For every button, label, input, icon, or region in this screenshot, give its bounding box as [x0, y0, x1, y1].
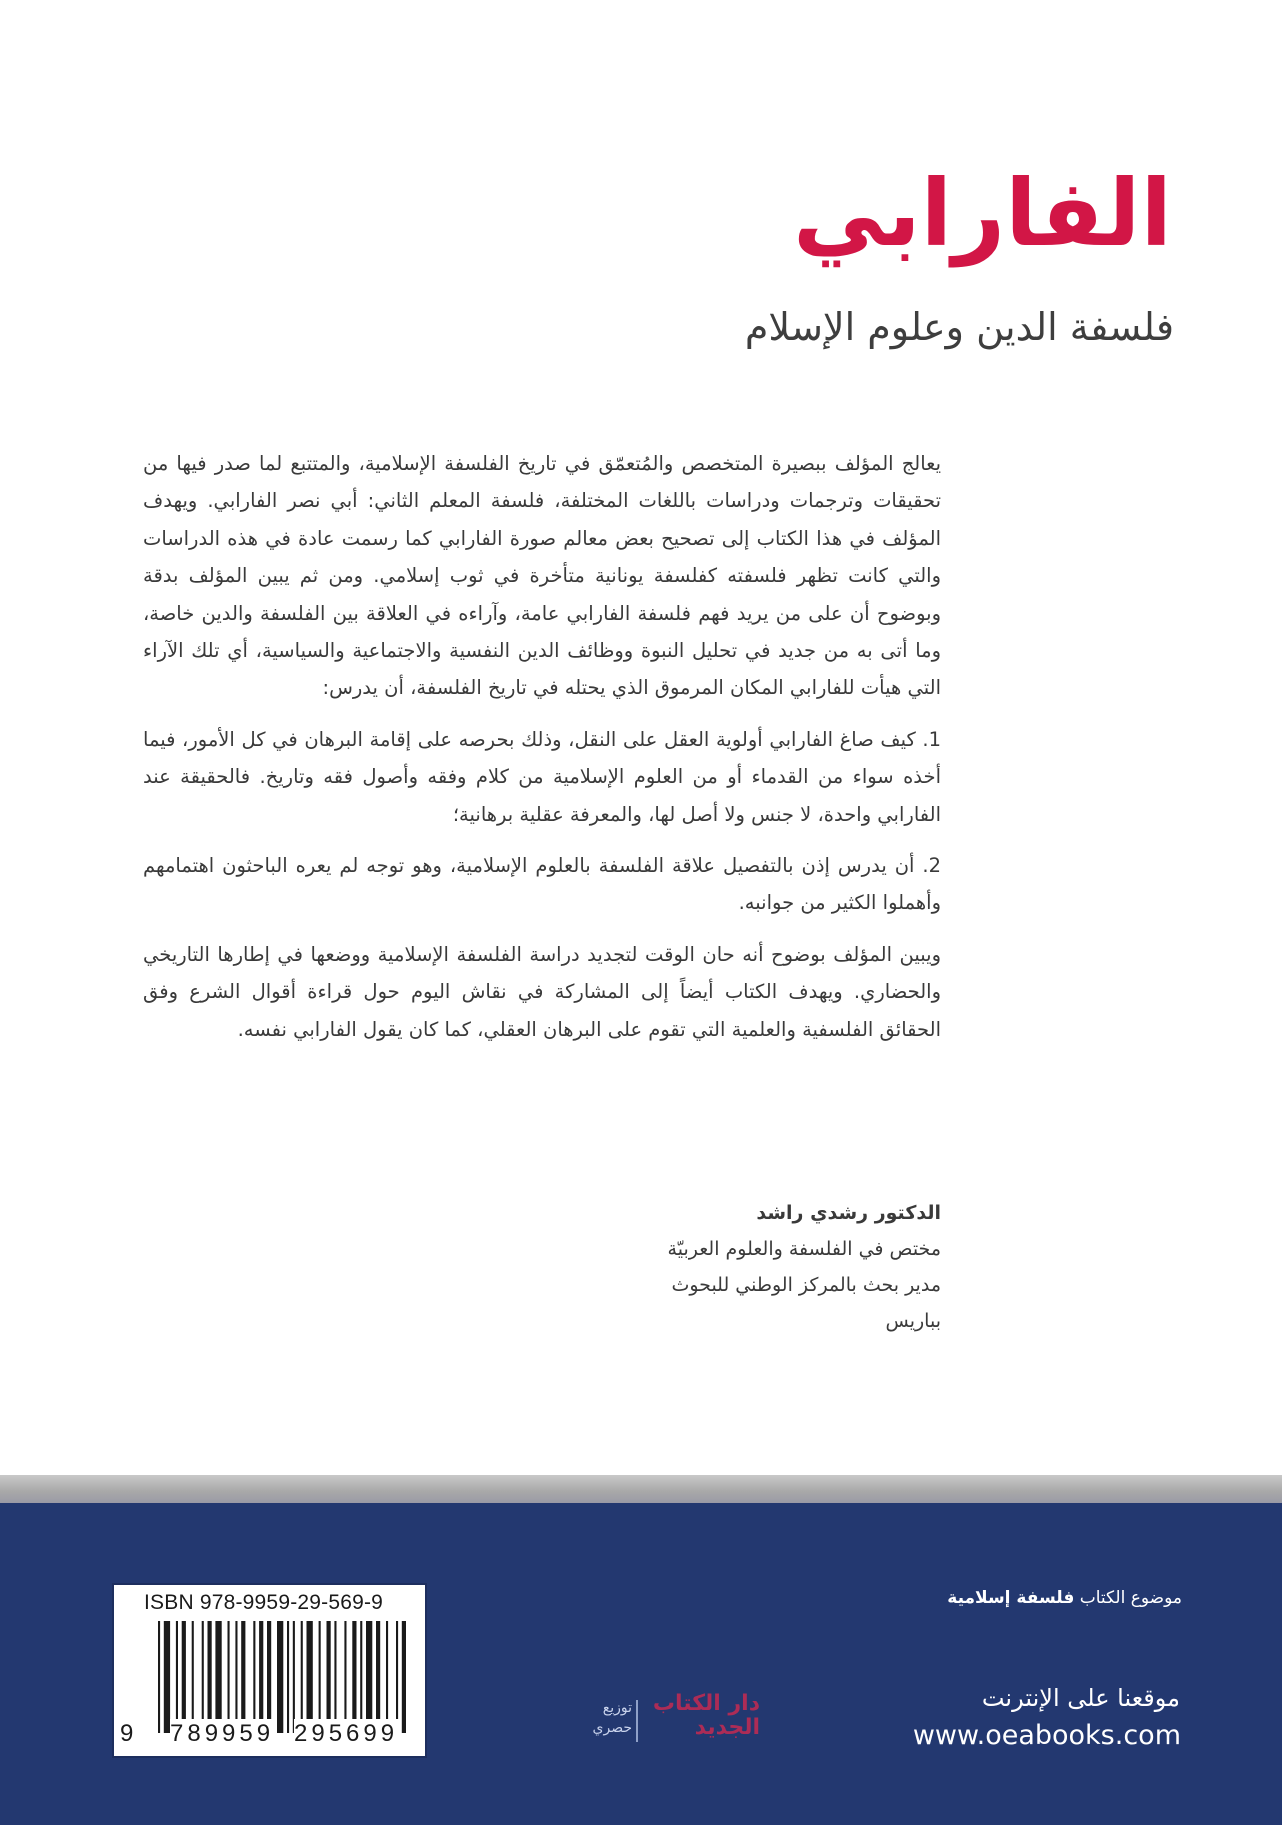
grey-divider-band — [0, 1475, 1282, 1503]
barcode-bar — [293, 1621, 295, 1733]
barcode-bar — [164, 1621, 170, 1733]
publisher-divider — [636, 1700, 638, 1742]
barcode-bar — [319, 1621, 321, 1719]
barcode-bar — [202, 1621, 204, 1719]
publisher-logo — [644, 1692, 760, 1740]
barcode-bar — [376, 1621, 380, 1719]
barcode-bar — [301, 1621, 303, 1719]
publisher-logo-line1: دار الكتاب — [652, 1691, 760, 1716]
barcode-bar — [215, 1621, 221, 1719]
blurb-paragraph-conclusion: ويبين المؤلف بوضوح أنه حان الوقت لتجديد دراسة الفلسفة الإسلامية ووضعها في إطارها التاريخي والحضاري. ويهدف الكتاب أيضاً إلى المشاركة في نقاش اليوم حول قراءة أقوال الشرع وفق الحقائق الفلسفية والعلمية التي تقوم على البرهان العقلي، كما كان يقول الفارابي نفسه. — [143, 942, 941, 1041]
barcode-bar — [192, 1621, 194, 1719]
barcode-bar — [182, 1621, 186, 1719]
barcode-bar — [158, 1621, 160, 1733]
book-title: الفارابي — [793, 160, 1172, 267]
blurb-point-2: 2. أن يدرس إذن بالتفصيل علاقة الفلسفة بالعلوم الإسلامية، وهو توجه لم يعره الباحثون اهتمامهم وأهملوا الكثير من جوانبه. — [143, 854, 941, 915]
barcode-bar — [287, 1621, 289, 1733]
distribution-line1: توزيع — [602, 1700, 632, 1716]
barcode-bar — [327, 1621, 331, 1719]
barcode-bar — [344, 1621, 346, 1719]
barcode-bar — [253, 1621, 255, 1719]
endorser-role: مختص في الفلسفة والعلوم العربيّة — [667, 1238, 941, 1260]
subject-value: فلسفة إسلامية — [947, 1588, 1075, 1608]
barcode-bar — [208, 1621, 212, 1719]
endorser-position: مدير بحث بالمركز الوطني للبحوث بباريس — [671, 1274, 941, 1332]
barcode-bar — [235, 1621, 237, 1719]
ean-digit-first: 9 — [120, 1720, 134, 1747]
website-link[interactable]: www.oeabooks.com — [912, 1720, 1181, 1751]
blurb — [143, 445, 941, 1062]
ean-digits-left: 789959 — [170, 1720, 275, 1747]
book-subject — [947, 1588, 1182, 1608]
endorsement-signature — [143, 1195, 941, 1339]
barcode-bar — [396, 1621, 398, 1719]
book-subtitle: فلسفة الدين وعلوم الإسلام — [744, 305, 1174, 349]
barcode-bar — [386, 1621, 388, 1719]
subject-label: موضوع الكتاب — [1079, 1588, 1182, 1608]
barcode-bar — [267, 1621, 271, 1719]
barcode-bar — [228, 1621, 230, 1719]
endorser-name: الدكتور رشدي راشد — [756, 1202, 941, 1224]
barcode-bar — [307, 1621, 313, 1719]
blurb-paragraph-intro: يعالج المؤلف ببصيرة المتخصص والمُتعمّق في تاريخ الفلسفة الإسلامية، والمتتبع لما صدر فيها من تحقيقات وترجمات ودراسات باللغات المختلفة، فلسفة المعلم الثاني: أبي نصر الفارابي. ويهدف المؤلف في هذا الكتاب إلى تصحيح بعض معالم صورة الفارابي كما رسمت عادة في هذه الدراسات والتي كانت تظهر فلسفته كفلسفة يونانية متأخرة في ثوب إسلامي. ومن ثم يبين المؤلف بدقة وبوضوح أن على من يريد فهم فلسفة الفارابي عامة، وآراءه في العلاقة بين الفلسفة والدين خاصة، وما أتى به من جديد في تحليل النبوة ووظائف الدين النفسية والاجتماعية والسياسية، أي تلك الآراء التي هيأت للفارابي المكان المرموق الذي يحتله في تاريخ الفلسفة، أن يدرس: — [143, 452, 941, 700]
barcode-bar — [277, 1621, 283, 1733]
barcode-bar — [360, 1621, 362, 1719]
barcode-bar — [176, 1621, 178, 1719]
ean-digits-right: 295699 — [294, 1720, 399, 1747]
barcode-bar — [366, 1621, 372, 1719]
barcode-bar — [241, 1621, 245, 1719]
exclusive-distribution — [572, 1698, 632, 1738]
publisher-logo-line2: الجديد — [694, 1715, 760, 1740]
isbn-barcode — [112, 1583, 427, 1758]
publisher-mark — [562, 1690, 772, 1750]
barcode-bar — [402, 1621, 406, 1733]
barcode-bar — [352, 1621, 356, 1719]
website-label: موقعنا على الإنترنت — [981, 1684, 1180, 1712]
isbn-label: ISBN 978-9959-29-569-9 — [144, 1591, 384, 1614]
barcode-bar — [334, 1621, 336, 1719]
distribution-line2: حصري — [592, 1720, 632, 1736]
blurb-point-1: 1. كيف صاغ الفارابي أولوية العقل على النقل، وذلك بحرصه على إقامة البرهان في كل الأمور، فيما أخذه سواء من القدماء أو من العلوم الإسلامية من كلام وفقه وأصول فقه وتاريخ. فالحقيقة عند الفارابي واحدة، لا جنس ولا أصل لها، والمعرفة عقلية برهانية؛ — [143, 727, 941, 826]
barcode-bar — [259, 1621, 263, 1719]
